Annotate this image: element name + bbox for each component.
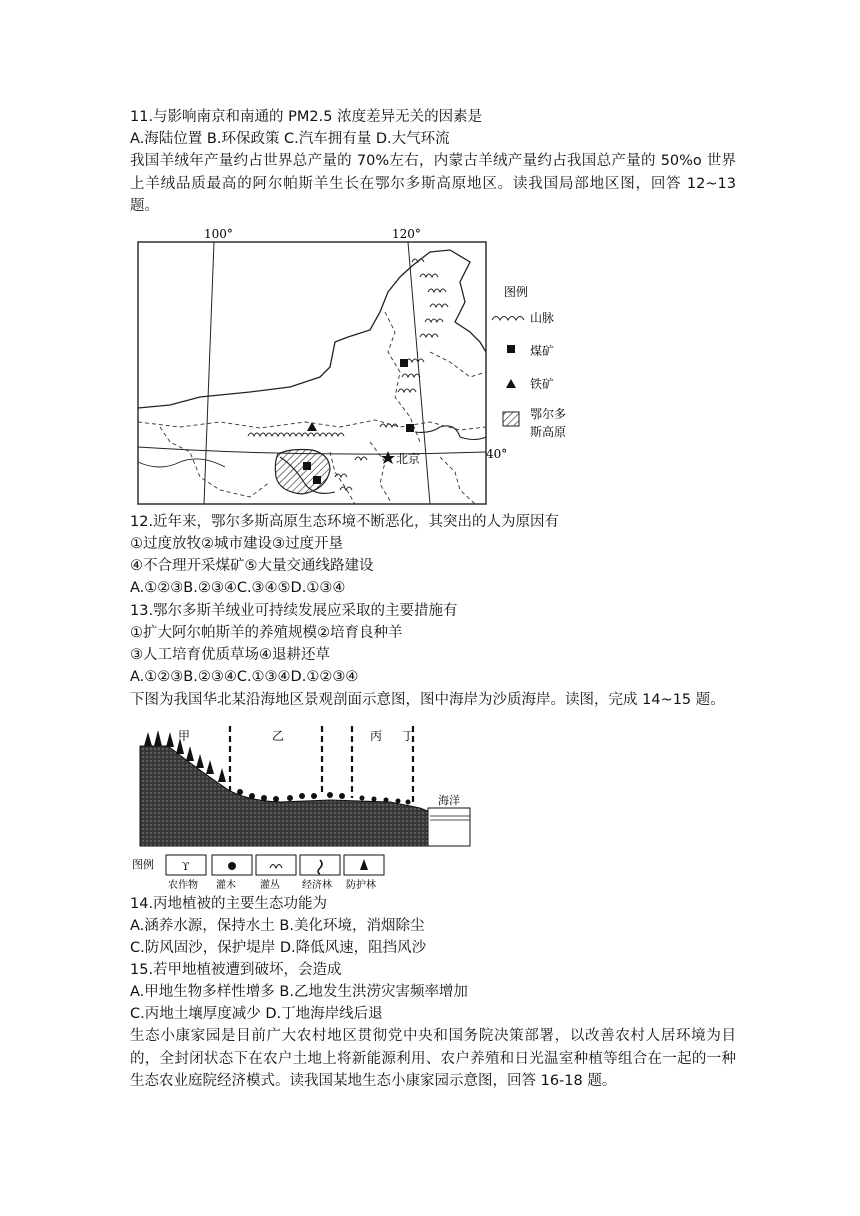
profile-figure	[130, 716, 475, 894]
q12-options: A.①②③B.②③④C.③④⑤D.①③④	[130, 580, 346, 596]
coal-mine-1	[400, 359, 408, 367]
legend-mountain-icon	[492, 317, 524, 321]
legend-shelter: 防护林	[346, 880, 376, 891]
label-lat-40: 40°	[486, 447, 508, 461]
label-lon-100: 100°	[204, 227, 233, 241]
zone-jia: 甲	[178, 729, 191, 743]
legend-iron: 铁矿	[530, 377, 555, 391]
profile-legend-labels	[168, 878, 376, 891]
zone-ding: 丁	[402, 729, 415, 743]
coal-mine-3	[303, 462, 311, 470]
economic-forest-icon	[318, 860, 322, 874]
beijing-star-icon	[381, 451, 395, 464]
boundary-g	[440, 457, 475, 504]
crop-icon: ϒ	[182, 860, 190, 873]
q14-options-2: C.防风固沙，保护堤岸 D.降低风速，阻挡风沙	[130, 940, 427, 956]
legend-economic: 经济林	[302, 880, 332, 891]
map-svg	[130, 222, 590, 507]
q15-stem: 15.若甲地植被遭到破坏，会造成	[130, 962, 342, 978]
bush-icon	[270, 865, 282, 869]
boundary-e	[330, 452, 355, 504]
iron-mine	[307, 422, 317, 431]
ordos-plateau	[275, 450, 330, 495]
boundary-d	[160, 427, 270, 497]
q13-options: A.①②③B.②③④C.①③④D.①②③④	[130, 669, 359, 685]
map-figure	[130, 222, 590, 507]
q12-stem: 12.近年来，鄂尔多斯高原生态环境不断恶化，其突出的人为原因有	[130, 514, 560, 530]
boundary-c	[430, 352, 486, 377]
q11-stem: 11.与影响南京和南通的 PM2.5 浓度差异无关的因素是	[130, 109, 483, 125]
profile-svg	[130, 716, 475, 894]
q13-stem: 13.鄂尔多斯羊绒业可持续发展应采取的主要措施有	[130, 603, 458, 619]
q15-options-2: C.丙地土壤厚度减少 D.丁地海岸线后退	[130, 1006, 383, 1022]
q13-items-1: ①扩大阿尔帕斯羊的养殖规模②培育良种羊	[130, 625, 403, 641]
sea-label: 海洋	[438, 794, 460, 807]
zone-yi: 乙	[272, 729, 285, 743]
shrub-icon	[228, 862, 236, 870]
zone-dividers	[230, 726, 413, 804]
zone-bing: 丙	[370, 729, 383, 743]
legend-coal: 煤矿	[530, 344, 555, 358]
q12-items-2: ④不合理开采煤矿⑤大量交通线路建设	[130, 558, 374, 574]
q14-stem: 14.丙地植被的主要生态功能为	[130, 896, 328, 912]
q14-options-1: A.涵养水源，保持水土 B.美化环境，消烟除尘	[130, 918, 425, 934]
soil-profile	[140, 746, 430, 846]
beijing-label: 北京	[396, 452, 421, 466]
sea-area	[428, 808, 470, 846]
legend-iron-icon	[506, 379, 516, 388]
profile-legend-title: 图例	[132, 858, 154, 871]
legend-shrub: 灌木	[216, 880, 236, 891]
coal-mine-2	[406, 424, 414, 432]
q15-options-1: A.甲地生物多样性增多 B.乙地发生洪涝灾害频率增加	[130, 984, 468, 1000]
label-lon-120: 120°	[392, 227, 421, 241]
legend-plateau-icon	[503, 412, 519, 426]
legend-title: 图例	[504, 285, 529, 299]
river-west	[138, 459, 225, 467]
q13-items-2: ③人工培育优质草场④退耕还草	[130, 647, 330, 663]
q11-options: A.海陆位置 B.环保政策 C.汽车拥有量 D.大气环流	[130, 131, 450, 147]
national-border	[138, 250, 486, 408]
coal-mine-4	[313, 476, 321, 484]
boundary-f	[370, 442, 392, 504]
shelter-forest-icon	[360, 859, 368, 870]
legend-mountain: 山脉	[530, 311, 555, 325]
legend-crop: 农作物	[168, 880, 198, 891]
q12-items-1: ①过度放牧②城市建设③过度开垦	[130, 536, 343, 552]
profile-legend-boxes	[166, 855, 384, 875]
intro-16-18: 生态小康家园是目前广大农村地区贯彻党中央和国务院决策部署，以改善农村人居环境为目的，全封闭状态下在农户土地上将新能源利用、农户养殖和日光温室种植等组合在一起的一种生态农业庭院经济模式。读我国某地生态小康家园示意图，回答 16-18 题。	[130, 1028, 736, 1089]
legend-coal-icon	[507, 345, 515, 353]
intro-14-15: 下图为我国华北某沿海地区景观剖面示意图，图中海岸为沙质海岸。读图，完成 14~15 题。	[130, 692, 725, 708]
legend-plateau-2: 斯高原	[530, 425, 567, 439]
meridian-100	[204, 242, 214, 504]
legend-plateau-1: 鄂尔多	[530, 407, 567, 421]
intro-12-13: 我国羊绒年产量约占世界总产量的 70%左右，内蒙古羊绒产量约占我国总产量的 50%o 世界上羊绒品质最高的阿尔帕斯羊生长在鄂尔多斯高原地区。读我国局部地区图，回答 12~13 题。	[130, 153, 736, 214]
legend-bush: 灌丛	[260, 880, 280, 891]
